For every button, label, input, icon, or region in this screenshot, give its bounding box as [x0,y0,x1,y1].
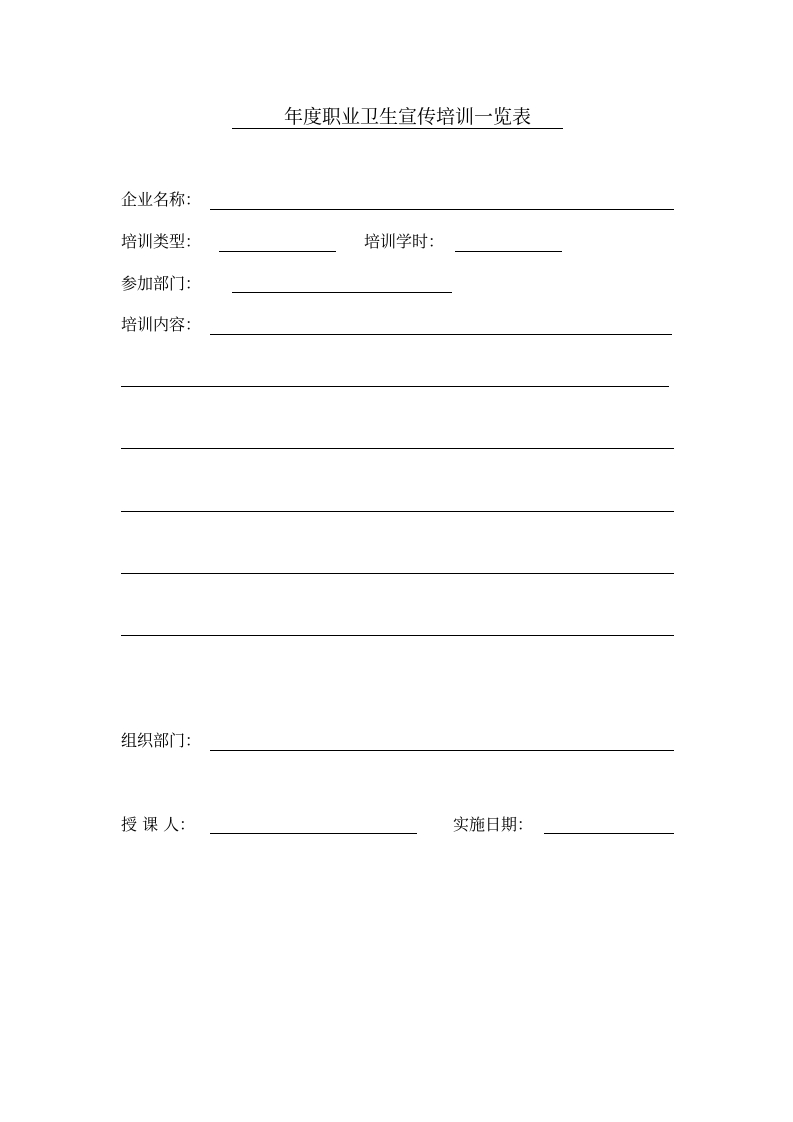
department-line[interactable] [232,292,452,293]
training-content-line-1[interactable] [210,334,672,335]
date-line[interactable] [544,833,674,834]
training-type-label: 培训类型： [121,232,202,251]
company-name-line[interactable] [210,209,674,210]
company-name-label: 企业名称： [121,190,202,209]
training-hours-line[interactable] [455,251,562,252]
training-content-line-5[interactable] [121,573,674,574]
page-title [232,103,531,131]
date-label: 实施日期： [453,815,534,834]
training-type-line[interactable] [219,251,336,252]
training-content-line-2[interactable] [121,386,669,387]
title-text: 年度职业卫生宣传培训一览表 [284,106,532,128]
lecturer-line[interactable] [210,833,417,834]
organizer-label: 组织部门： [121,731,202,750]
year-blank [232,103,284,123]
title-underline [232,128,563,129]
training-content-line-3[interactable] [121,448,674,449]
department-label: 参加部门： [121,274,202,293]
training-hours-label: 培训学时： [364,232,445,251]
organizer-line[interactable] [210,750,674,751]
training-content-label: 培训内容： [121,315,202,334]
training-content-line-4[interactable] [121,511,674,512]
lecturer-label: 授 课 人： [121,815,196,834]
training-content-line-6[interactable] [121,635,674,636]
